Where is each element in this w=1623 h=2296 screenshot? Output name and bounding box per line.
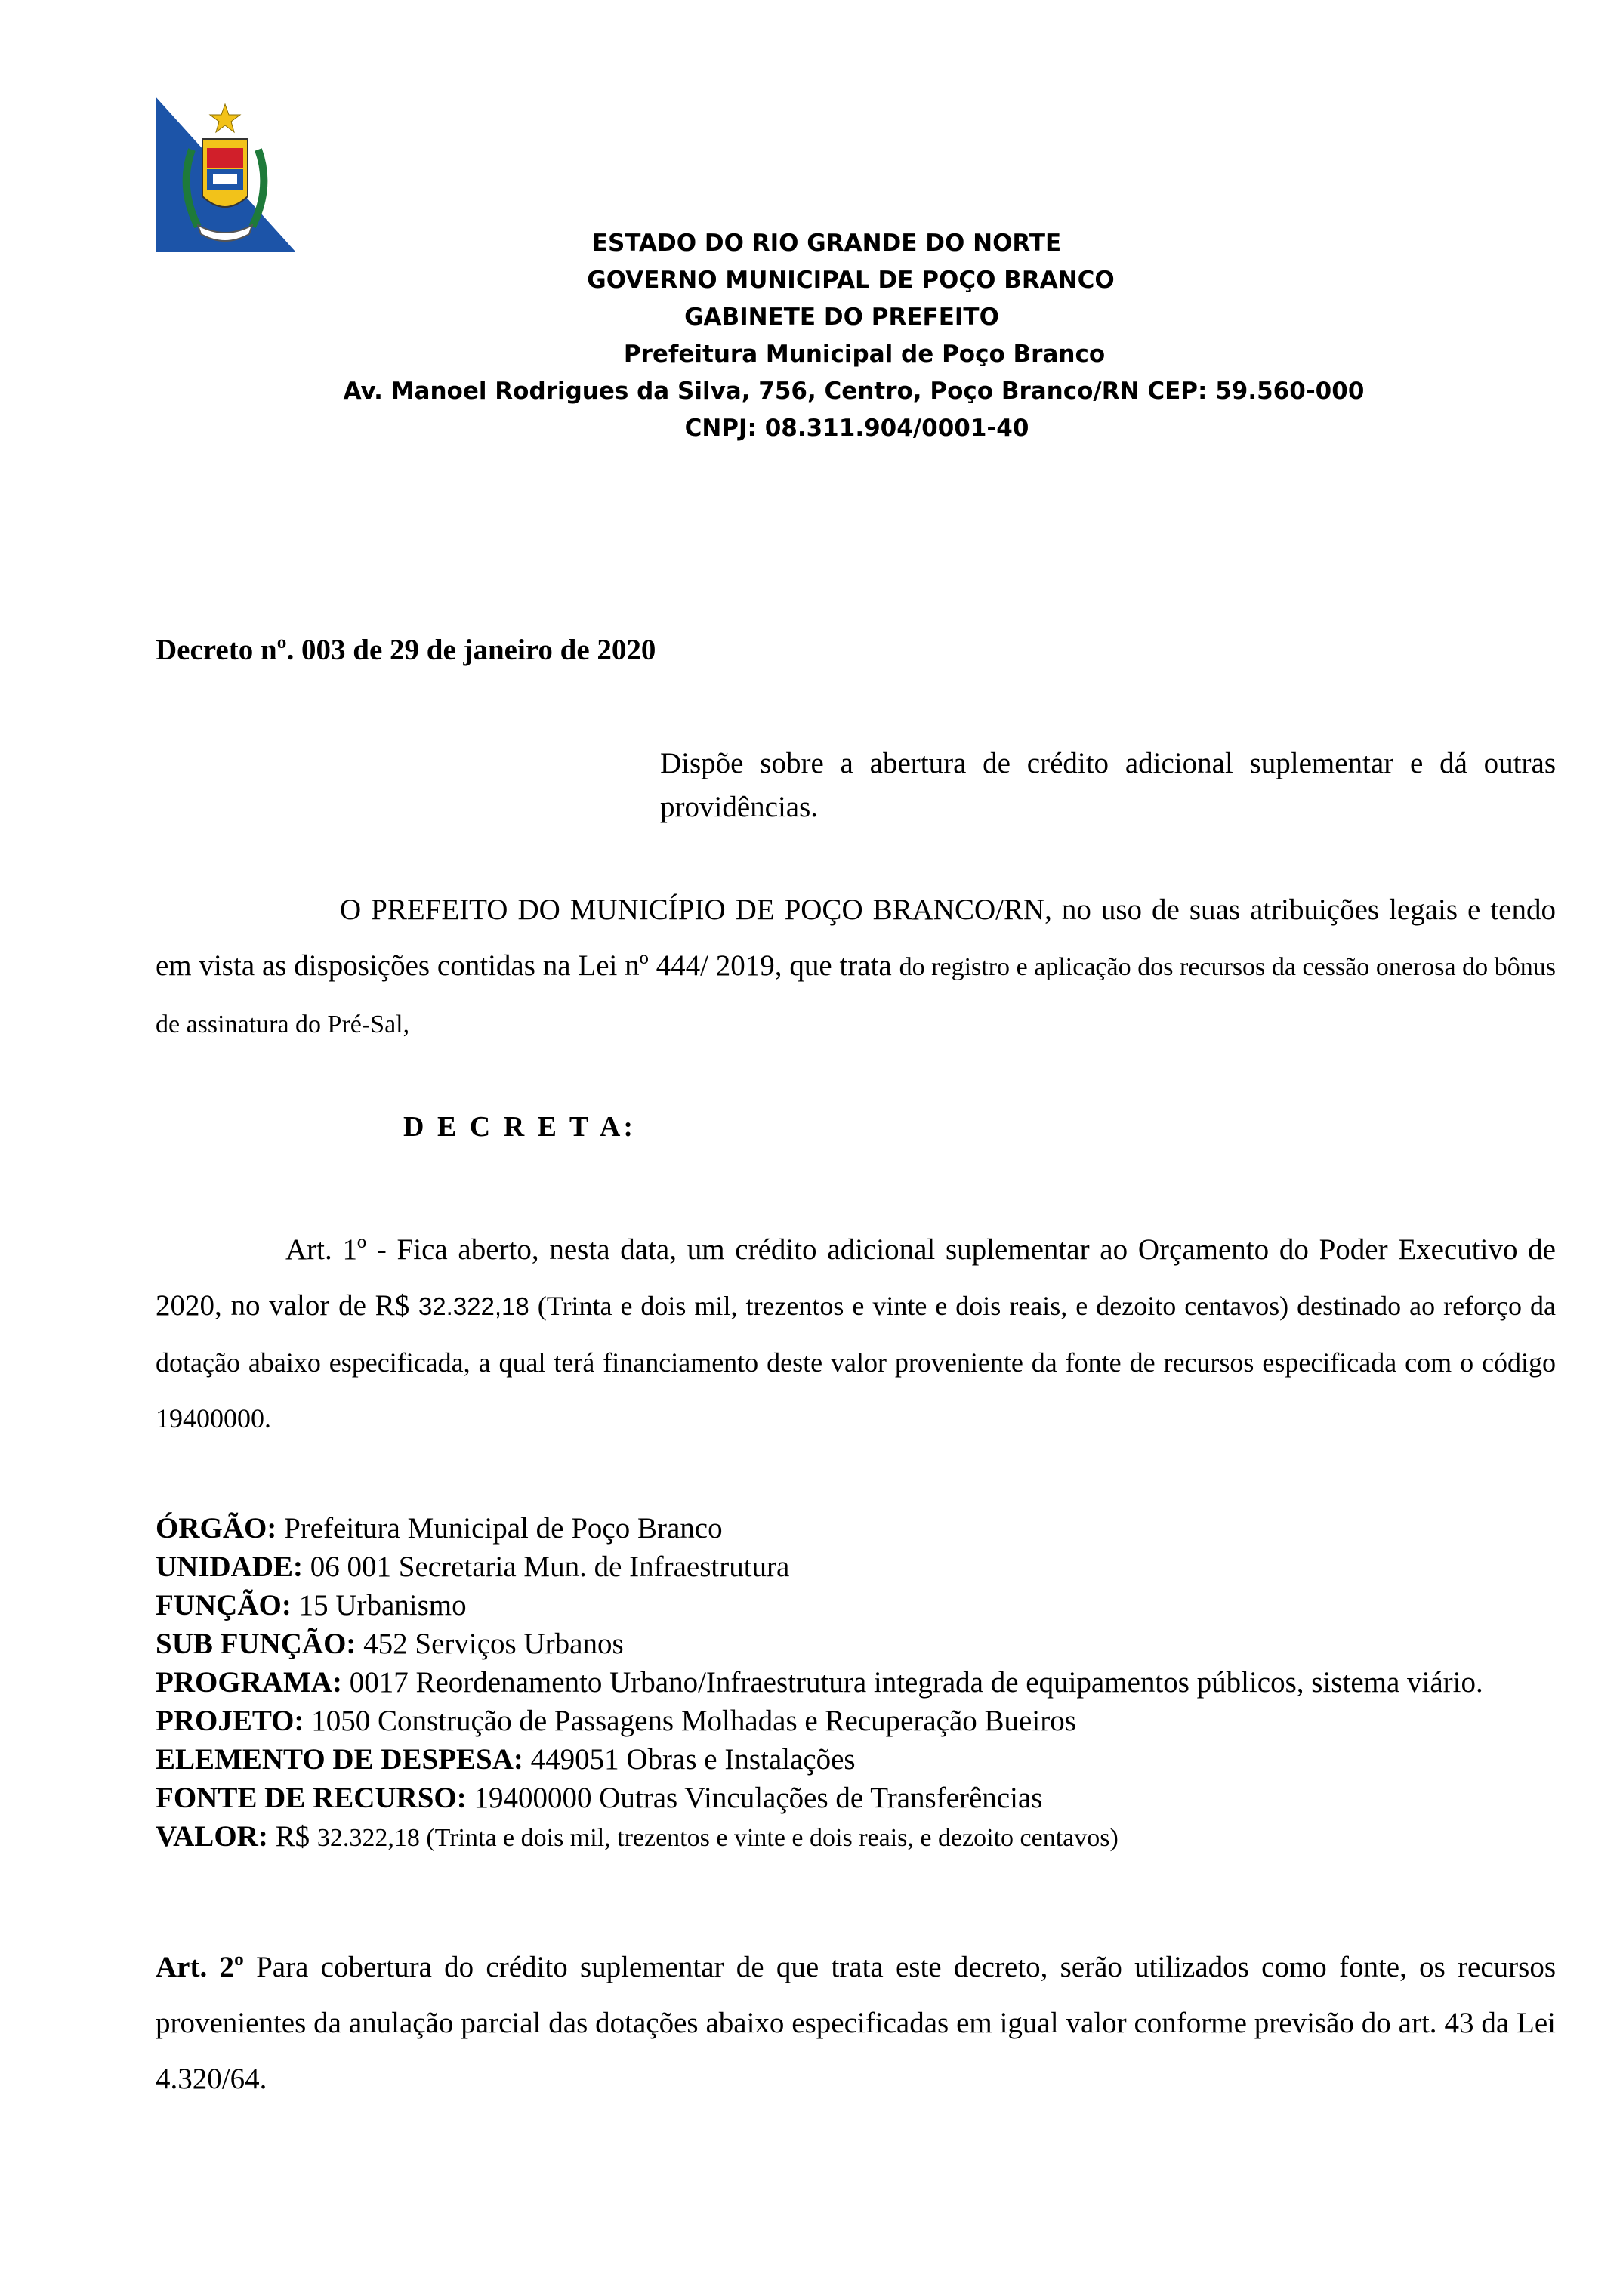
article-1 (156, 1222, 1556, 1446)
header-address: Av. Manoel Rodrigues da Silva, 756, Centro, Poço Branco/RN CEP: 59.560-000 (343, 378, 1365, 405)
list-item: SUB FUNÇÃO: 452 Serviços Urbanos (156, 1628, 624, 1660)
art2-text: Para cobertura do crédito suplementar de que trata este decreto, serão utilizados como fonte, os recursos provenientes da anulação parcial das dotações abaixo especificadas em igual valor conforme previsão do art. 43 da Lei 4.320/64. (156, 1951, 1556, 2095)
preamble-main: O PREFEITO DO MUNICÍPIO DE POÇO BRANCO/RN, no uso de suas atribuições legais e tendo em vista as disposições contidas na Lei nº 444/ 2019, que trata (156, 893, 1556, 982)
header-cabinet: GABINETE DO PREFEITO (684, 304, 999, 331)
header-cnpj: CNPJ: 08.311.904/0001-40 (684, 415, 1029, 442)
art1-text-a: Art. 1º - Fica aberto, nesta data, um crédito adicional suplementar ao Orçamento do Poder Executivo de 2020, no valor de R$ (156, 1233, 1556, 1322)
art1-text-b: (Trinta e dois mil, trezentos e vinte e dois reais, e dezoito centavos) destinado ao reforço da dotação abaixo especificada, a qual terá financiamento deste valor proveniente da fonte de recursos especificada com o código 19400000. (156, 1291, 1556, 1433)
letterhead (0, 225, 1623, 447)
header-prefecture: Prefeitura Municipal de Poço Branco (623, 341, 1106, 368)
preamble-small: do registro e aplicação dos recursos da cessão onerosa do bônus de assinatura do Pré-Sal, (156, 953, 1556, 1038)
list-item: FONTE DE RECURSO: 19400000 Outras Vinculações de Transferências (156, 1782, 1043, 1814)
list-item: PROGRAMA: 0017 Reordenamento Urbano/Infraestrutura integrada de equipamentos públicos, sistema viário. (156, 1666, 1483, 1699)
list-item: PROJETO: 1050 Construção de Passagens Molhadas e Recuperação Bueiros (156, 1705, 1076, 1737)
budget-allocation-list (156, 1509, 1556, 1857)
article-2 (156, 1940, 1556, 2107)
decreta-heading: D E C R E T A: (403, 1111, 636, 1143)
decree-title: Decreto nº. 003 de 29 de janeiro de 2020 (156, 634, 656, 666)
art1-amount: 32.322,18 (418, 1292, 529, 1320)
list-item: UNIDADE: 06 001 Secretaria Mun. de Infraestrutura (156, 1551, 790, 1583)
list-item-valor: VALOR: R$ 32.322,18 (Trinta e dois mil, trezentos e vinte e dois reais, e dezoito centavos) (156, 1820, 1119, 1853)
list-item: ELEMENTO DE DESPESA: 449051 Obras e Instalações (156, 1743, 856, 1776)
art2-label: Art. 2º (156, 1951, 244, 1983)
header-state: ESTADO DO RIO GRANDE DO NORTE (591, 230, 1062, 257)
list-item: FUNÇÃO: 15 Urbanismo (156, 1589, 467, 1622)
header-government: GOVERNO MUNICIPAL DE POÇO BRANCO (587, 267, 1115, 294)
preamble-paragraph (156, 882, 1556, 1053)
list-item: ÓRGÃO: Prefeitura Municipal de Poço Branco (156, 1512, 723, 1545)
decree-ementa: Dispõe sobre a abertura de crédito adicional suplementar e dá outras providências. (660, 747, 1556, 823)
